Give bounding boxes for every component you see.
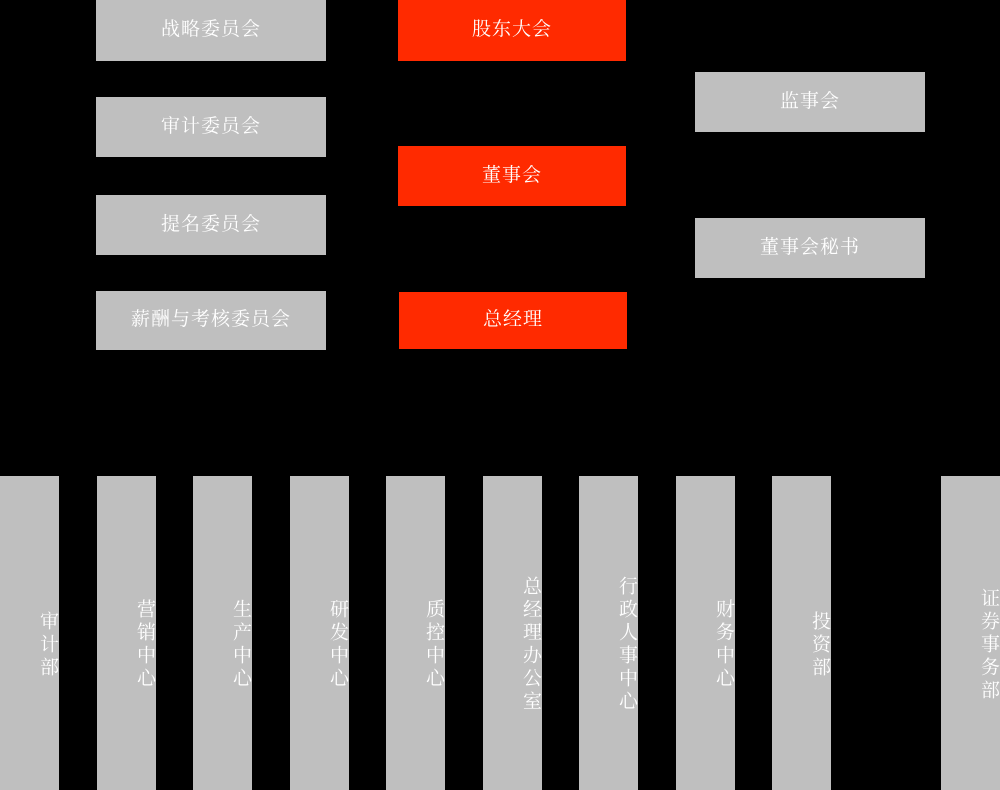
node-label: 营销中心 xyxy=(134,599,155,691)
node-label: 审计委员会 xyxy=(160,115,261,137)
node-label: 薪酬与考核委员会 xyxy=(130,309,291,331)
governance-node-董事会 xyxy=(398,146,626,206)
department-node-总经理办公室 xyxy=(483,476,542,790)
node-label: 研发中心 xyxy=(327,599,348,691)
department-node-质控中心 xyxy=(386,476,445,790)
governance-node-战略委员会 xyxy=(96,0,326,61)
department-node-审计部 xyxy=(0,476,59,790)
node-label: 生产中心 xyxy=(230,599,251,691)
department-node-生产中心 xyxy=(193,476,252,790)
governance-node-审计委员会 xyxy=(96,97,326,157)
node-label: 财务中心 xyxy=(713,599,734,691)
governance-node-监事会 xyxy=(695,72,925,132)
node-label: 战略委员会 xyxy=(160,19,261,41)
node-label: 投资部 xyxy=(809,610,830,680)
department-node-财务中心 xyxy=(676,476,735,790)
node-label: 提名委员会 xyxy=(160,213,261,235)
governance-node-股东大会 xyxy=(398,0,626,61)
department-node-证券事务部 xyxy=(941,476,1000,790)
node-label: 董事会秘书 xyxy=(759,236,860,258)
node-label: 董事会 xyxy=(481,164,542,186)
node-label: 审计部 xyxy=(37,610,58,680)
governance-node-薪酬与考核委员会 xyxy=(96,291,326,350)
governance-node-董事会秘书 xyxy=(695,218,925,278)
node-label: 总经理 xyxy=(482,309,543,331)
governance-node-提名委员会 xyxy=(96,195,326,255)
governance-node-总经理 xyxy=(399,292,627,349)
node-label: 行政人事中心 xyxy=(616,576,637,714)
node-label: 总经理办公室 xyxy=(520,576,541,714)
node-label: 质控中心 xyxy=(423,599,444,691)
node-label: 股东大会 xyxy=(471,19,552,41)
node-label: 证券事务部 xyxy=(978,587,999,703)
department-node-研发中心 xyxy=(290,476,349,790)
department-node-投资部 xyxy=(772,476,831,790)
node-label: 监事会 xyxy=(779,90,840,112)
department-node-营销中心 xyxy=(97,476,156,790)
department-node-行政人事中心 xyxy=(579,476,638,790)
